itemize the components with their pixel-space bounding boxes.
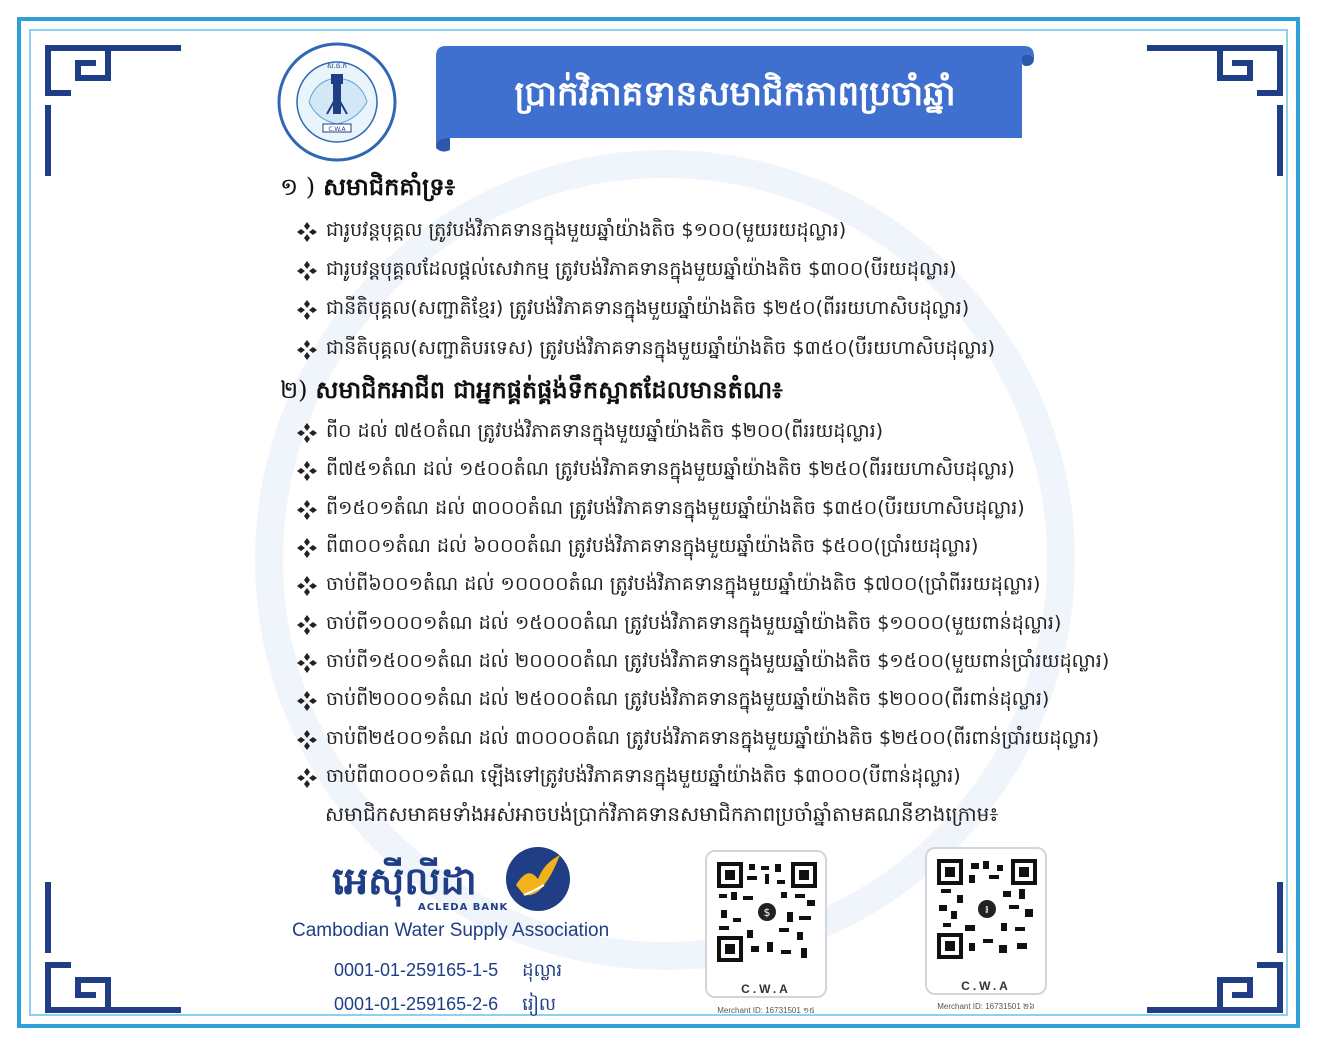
corner-ornament-top-right-icon [1140, 38, 1290, 178]
list-item [296, 335, 995, 365]
list-item [296, 533, 978, 563]
section1-title: សមាជិកគាំទ្រ៖ [323, 172, 456, 201]
qr-center-symbol: $ [763, 906, 771, 919]
logo-short-text: ស.ផ.ក [326, 62, 348, 70]
qr-code-pattern-icon [717, 862, 817, 962]
payment-note: សមាជិកសមាគមទាំងអស់អាចបង់ប្រាក់វិភាគទានសមាជិកភាពប្រចាំឆ្នាំតាមគណនីខាងក្រោម៖ [325, 802, 999, 826]
item-text: ចាប់ពី២៥០០១តំណ ដល់ ៣០០០០តំណ ត្រូវបង់វិភាគទានក្នុងមួយឆ្នាំយ៉ាងតិច $២៥០០(ពីរពាន់ប្រាំរយដុល្លារ) [326, 727, 1100, 749]
bank-name-english: ACLEDA BANK [418, 902, 509, 913]
diamond-bullet-icon [296, 422, 318, 444]
list-item [296, 686, 1049, 716]
qr-merchant-id: Merchant ID: 16731501 ២៦ [937, 1002, 1035, 1011]
account-currency: រៀល [522, 994, 557, 1014]
item-text: ពី០ ដល់ ៧៥០តំណ ត្រូវបង់វិភាគទានក្នុងមួយឆ្នាំយ៉ាងតិច $២០០(ពីររយដុល្លារ) [326, 420, 884, 442]
diamond-bullet-icon [296, 690, 318, 712]
qr-label: C.W.A [741, 982, 791, 996]
corner-ornament-bottom-left-icon [38, 880, 188, 1020]
diamond-bullet-icon [296, 339, 318, 361]
item-text: ពី៧៥១តំណ ដល់ ១៥០០តំណ ត្រូវបង់វិភាគទានក្នុងមួយឆ្នាំយ៉ាងតិច $២៥០(ពីររយហាសិបដុល្លារ) [326, 458, 1015, 480]
acleda-bird-logo-icon [504, 845, 572, 913]
qr-label: C.W.A [961, 979, 1011, 993]
diamond-bullet-icon [296, 537, 318, 559]
diamond-bullet-icon [296, 614, 318, 636]
item-text: ជានីតិបុគ្គល(សញ្ជាតិបរទេស) ត្រូវបង់វិភាគទានក្នុងមួយឆ្នាំយ៉ាងតិច $៣៥០(បីរយហាសិបដុល្លារ) [326, 337, 996, 359]
account-row-usd [334, 958, 562, 985]
account-number: 0001-01-259165-2-6 [334, 994, 499, 1014]
list-item [296, 456, 1015, 486]
list-item [296, 725, 1099, 755]
item-text: ចាប់ពី១៥០០១តំណ ដល់ ២០០០០តំណ ត្រូវបង់វិភាគទានក្នុងមួយឆ្នាំយ៉ាងតិច $១៥០០(មួយពាន់ប្រាំរយដុល្លារ) [326, 650, 1110, 672]
section1-heading [280, 172, 455, 207]
qr-code-pattern-icon [937, 859, 1037, 959]
diamond-bullet-icon [296, 460, 318, 482]
item-text: ពី១៥០១តំណ ដល់ ៣០០០តំណ ត្រូវបង់វិភាគទានក្នុងមួយឆ្នាំយ៉ាងតិច $៣៥០(បីរយហាសិបដុល្លារ) [326, 497, 1025, 519]
qr-code-usd[interactable] [705, 850, 827, 998]
list-item [296, 295, 969, 325]
item-text: ជារូបវន្តបុគ្គល ត្រូវបង់វិភាគទានក្នុងមួយឆ្នាំយ៉ាងតិច $១០០(មួយរយដុល្លារ) [326, 219, 847, 241]
item-text: ចាប់ពី២០០០១តំណ ដល់ ២៥០០០តំណ ត្រូវបង់វិភាគទានក្នុងមួយឆ្នាំយ៉ាងតិច $២០០០(ពីរពាន់ដុល្លារ) [326, 688, 1050, 710]
account-holder-name: Cambodian Water Supply Association [292, 920, 610, 941]
item-text: ជារូបវន្តបុគ្គលដែលផ្តល់សេវាកម្ម ត្រូវបង់វិភាគទានក្នុងមួយឆ្នាំយ៉ាងតិច $៣០០(បីរយដុល្លារ) [326, 258, 957, 280]
list-item [296, 571, 1040, 601]
qr-code-khr[interactable] [925, 847, 1047, 995]
list-item [296, 418, 883, 448]
account-currency: ដុល្លារ [522, 960, 563, 980]
corner-ornament-bottom-right-icon [1140, 880, 1290, 1020]
corner-ornament-top-left-icon [38, 38, 188, 178]
diamond-bullet-icon [296, 221, 318, 243]
account-row-khr [334, 992, 556, 1019]
account-number: 0001-01-259165-1-5 [334, 960, 499, 980]
diamond-bullet-icon [296, 729, 318, 751]
qr-center-symbol: ៛ [985, 903, 989, 916]
item-text: ចាប់ពី៦០០១តំណ ដល់ ១០០០០តំណ ត្រូវបង់វិភាគទានក្នុងមួយឆ្នាំយ៉ាងតិច $៧០០(ប្រាំពីររយដុល្លារ) [326, 573, 1041, 595]
item-text: ពី៣០០១តំណ ដល់ ៦០០០តំណ ត្រូវបង់វិភាគទានក្នុងមួយឆ្នាំយ៉ាងតិច $៥០០(ប្រាំរយដុល្លារ) [326, 535, 979, 557]
list-item [296, 495, 1025, 525]
section2-number: ២) [280, 376, 308, 404]
list-item [296, 648, 1109, 678]
diamond-bullet-icon [296, 652, 318, 674]
diamond-bullet-icon [296, 767, 318, 789]
diamond-bullet-icon [296, 575, 318, 597]
section2-heading [280, 375, 783, 410]
diamond-bullet-icon [296, 499, 318, 521]
section2-title: សមាជិកអាជីព ជាអ្នកផ្គត់ផ្គង់ទឹកស្អាតដែលមានតំណ៖ [315, 375, 783, 404]
bank-name-khmer: អេស៊ីលីដា [332, 858, 477, 903]
cwa-logo-icon [275, 40, 399, 164]
list-item [296, 763, 961, 793]
item-text: ចាប់ពី១០០០១តំណ ដល់ ១៥០០០តំណ ត្រូវបង់វិភាគទានក្នុងមួយឆ្នាំយ៉ាងតិច $១០០០(មួយពាន់ដុល្លារ) [326, 612, 1062, 634]
qr-merchant-id: Merchant ID: 16731501 ១៥ [717, 1006, 815, 1015]
item-text: ជានីតិបុគ្គល(សញ្ជាតិខ្មែរ) ត្រូវបង់វិភាគទានក្នុងមួយឆ្នាំយ៉ាងតិច $២៥០(ពីររយហាសិបដុល្លារ) [326, 297, 970, 319]
diamond-bullet-icon [296, 299, 318, 321]
list-item [296, 217, 846, 247]
section1-number: ១ ) [280, 173, 316, 201]
list-item [296, 610, 1061, 640]
diamond-bullet-icon [296, 260, 318, 282]
item-text: ចាប់ពី៣០០០១តំណ ឡើងទៅត្រូវបង់វិភាគទានក្នុងមួយឆ្នាំយ៉ាងតិច $៣០០០(បីពាន់ដុល្លារ) [326, 765, 961, 787]
logo-abbr-text: C.W.A [328, 126, 346, 133]
list-item [296, 256, 957, 286]
page-title: ប្រាក់វិភាគទានសមាជិកភាពប្រចាំឆ្នាំ [514, 74, 956, 114]
